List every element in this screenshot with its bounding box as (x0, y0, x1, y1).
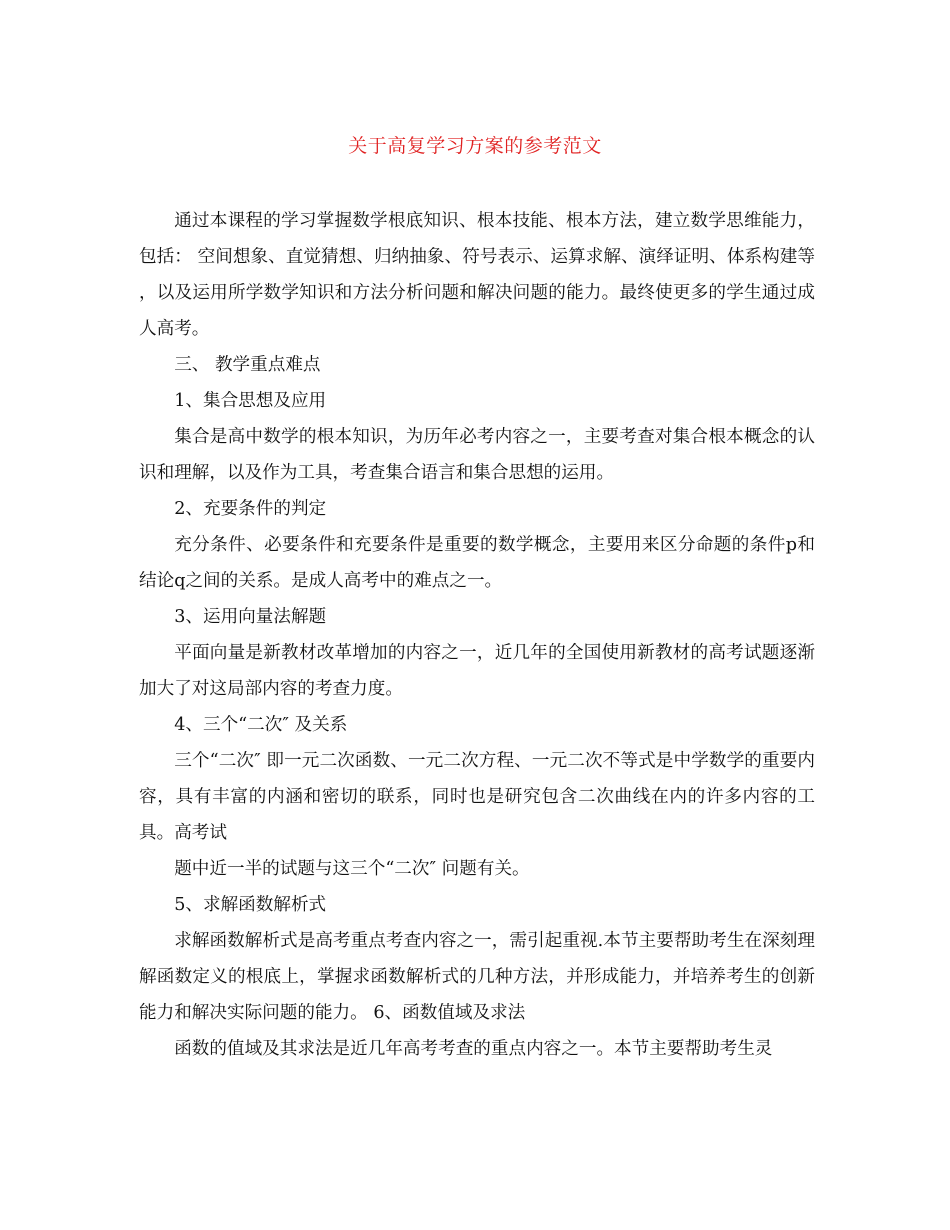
paragraph-intro: 通过本课程的学习掌握数学根底知识、根本技能、根本方法，建立数学思维能力，包括： 空间想象、直觉猜想、归纳抽象、符号表示、运算求解、演绎证明、体系构建等 ，以及运用所学数学知识和方法分析问题和解决问题的能力。最终使更多的学生通过成人高考。 (139, 211, 815, 339)
subheading-1: 1、集合思想及应用 (174, 391, 327, 411)
paragraph-4a: 三个“二次″ 即一元二次函数、一元二次方程、一元二次不等式是中学数学的重要内容，具有丰富的内涵和密切的联系，同时也是研究包含二次曲线在内的许多内容的工具。高考试 (139, 751, 815, 843)
subheading-5: 5、求解函数解析式 (174, 895, 327, 915)
paragraph-3: 平面向量是新教材改革增加的内容之一，近几年的全国使用新教材的高考试题逐渐加大了对这局部内容的考查力度。 (139, 643, 815, 699)
subheading-4: 4、三个“二次″ 及关系 (174, 715, 348, 735)
paragraph-5: 求解函数解析式是高考重点考查内容之一，需引起重视.本节主要帮助考生在深刻理解函数定义的根底上，掌握求函数解析式的几种方法，并形成能力，并培养考生的创新能力和解决实际问题的能力。 6、函数值域及求法 (139, 931, 815, 1023)
section-heading-key-points: 三、 教学重点难点 (174, 355, 321, 375)
paragraph-1: 集合是高中数学的根本知识，为历年必考内容之一，主要考查对集合根本概念的认识和理解，以及作为工具，考查集合语言和集合思想的运用。 (139, 427, 815, 483)
paragraph-4b: 题中近一半的试题与这三个“二次″ 问题有关。 (174, 859, 530, 879)
document-body (139, 203, 815, 1067)
paragraph-6: 函数的值域及其求法是近几年高考考查的重点内容之一。本节主要帮助考生灵 (174, 1039, 773, 1059)
paragraph-2: 充分条件、必要条件和充要条件是重要的数学概念，主要用来区分命题的条件p和结论q之间的关系。是成人高考中的难点之一。 (139, 535, 815, 591)
document-title: 关于高复学习方案的参考范文 (348, 135, 602, 157)
subheading-3: 3、运用向量法解题 (174, 607, 327, 627)
subheading-2: 2、充要条件的判定 (174, 499, 327, 519)
